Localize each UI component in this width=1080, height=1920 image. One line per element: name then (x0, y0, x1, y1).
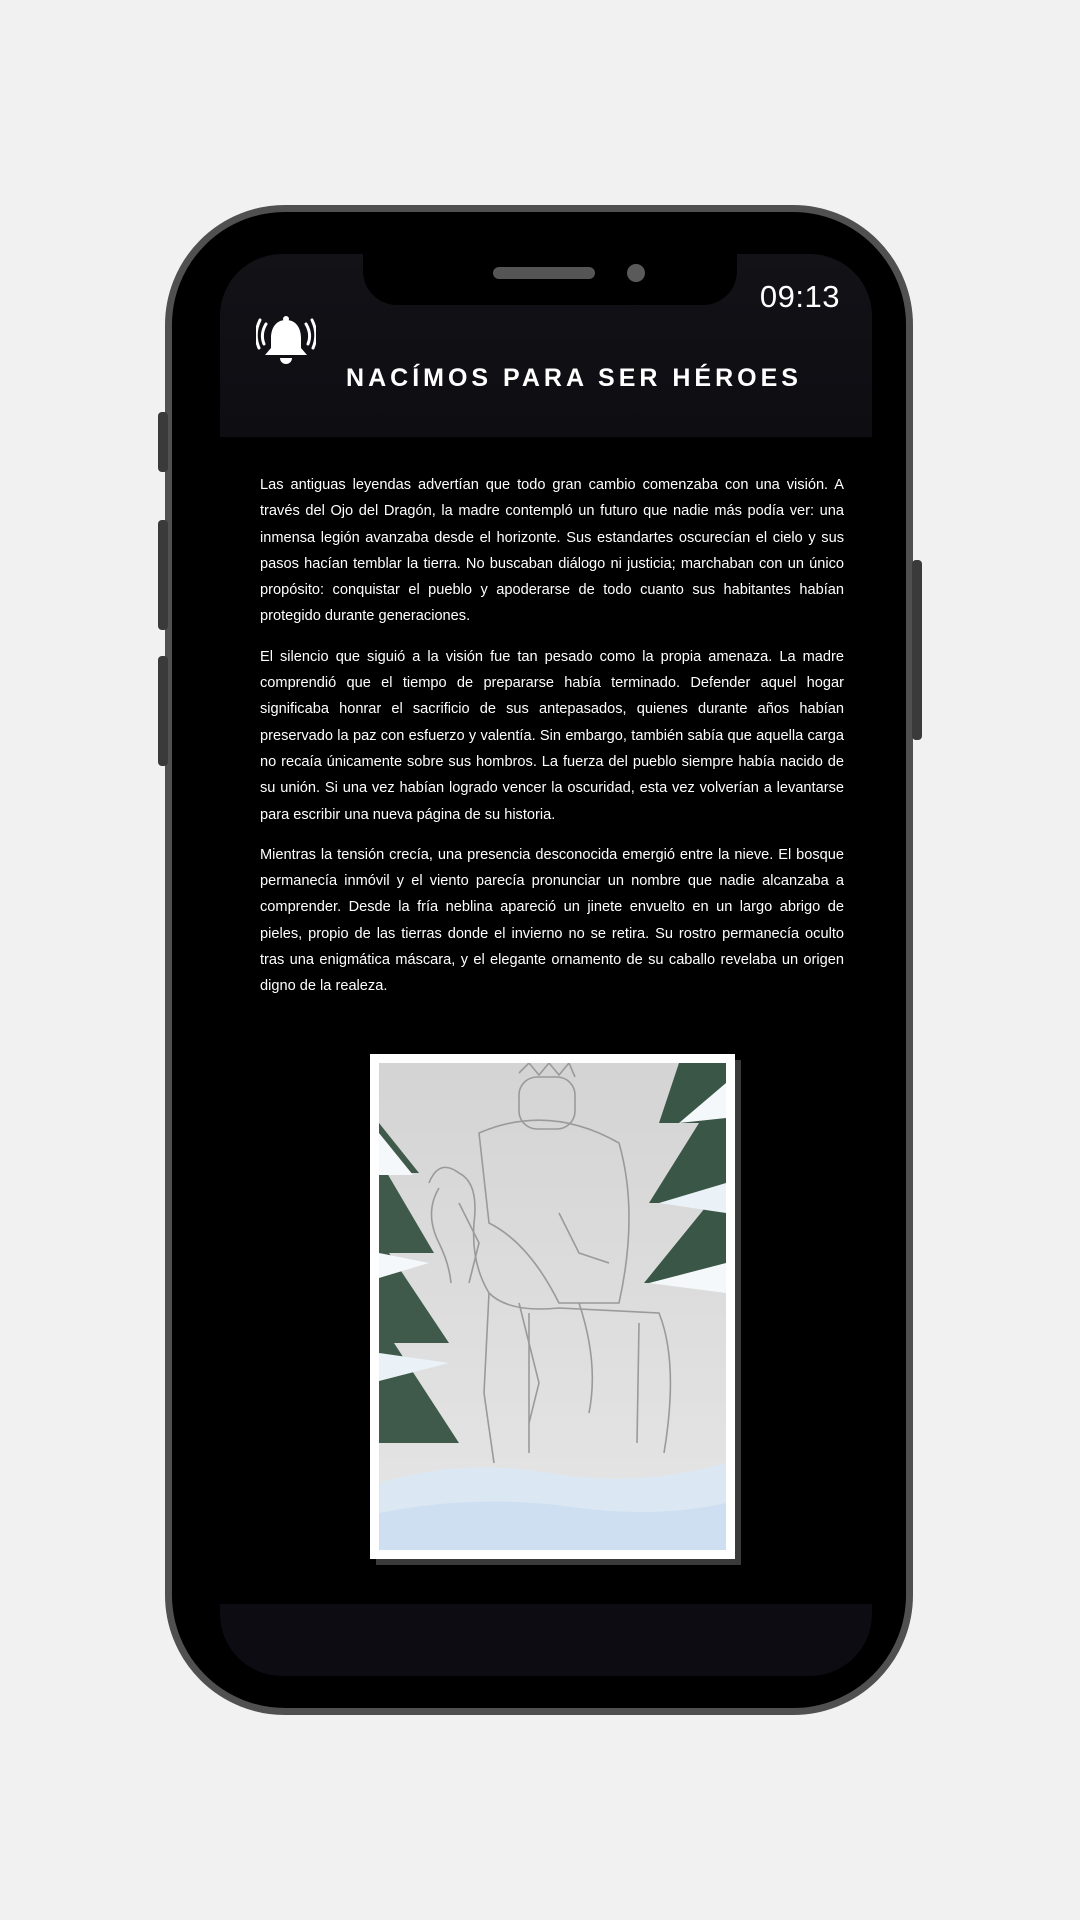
story-paragraph: El silencio que siguió a la visión fue tan pesado como la propia amenaza. La madre comprendió que el tiempo de prepararse había terminado. Defender aquel hogar significaba honrar el sacrificio de sus antepasados, quienes durante años habían preservado la paz con esfuerzo y valentía. Sin embargo, también sabía que aquella carga no recaía únicamente sobre sus hombros. La fuerza del pueblo siempre había nacido de su unión. Si una vez habían logrado vencer la oscuridad, esta vez volverían a levantarse para escribir una nueva página de su historia. (260, 648, 844, 823)
phone-screen (220, 254, 872, 1676)
story-paragraph: Mientras la tensión crecía, una presencia desconocida emergió entre la nieve. El bosque permanecía inmóvil y el viento parecía pronunciar un nombre que nadie alcanzaba a comprender. Desde la fría neblina apareció un jinete envuelto en un largo abrigo de pieles, propio de las tierras donde el invierno no se retira. Su rostro permanecía oculto tras una enigmática máscara, y el elegante ornamento de su caballo revelaba un origen digno de la realeza. (260, 846, 844, 995)
page-title: NACÍMOS PARA SER HÉROES (346, 364, 802, 392)
front-camera (627, 264, 645, 282)
phone-frame (165, 205, 913, 1715)
rider-illustration (370, 1054, 735, 1559)
phone-volume-down (158, 656, 168, 766)
app-header (220, 254, 872, 437)
status-time: 09:13 (759, 279, 840, 314)
notch (363, 254, 737, 305)
phone-mute-switch (158, 412, 168, 472)
speaker-grille (493, 267, 595, 279)
phone-power-button (912, 560, 922, 740)
snowy-rider-drawing (379, 1063, 726, 1550)
phone-volume-up (158, 520, 168, 630)
story-text (260, 472, 844, 1014)
story-paragraph: Las antiguas leyendas advertían que todo gran cambio comenzaba con una visión. A través del Ojo del Dragón, la madre contempló un futuro que nadie más podía ver: una inmensa legión avanzaba desde el horizonte. Sus estandartes oscurecían el cielo y sus pasos hacían temblar la tierra. No buscaban diálogo ni justicia; marchaban con un único propósito: conquistar el pueblo y apoderarse de todo cuanto sus habitantes habían protegido durante generaciones. (260, 477, 844, 625)
bell-ringing-icon[interactable] (256, 314, 316, 370)
bottom-bar (220, 1604, 872, 1676)
